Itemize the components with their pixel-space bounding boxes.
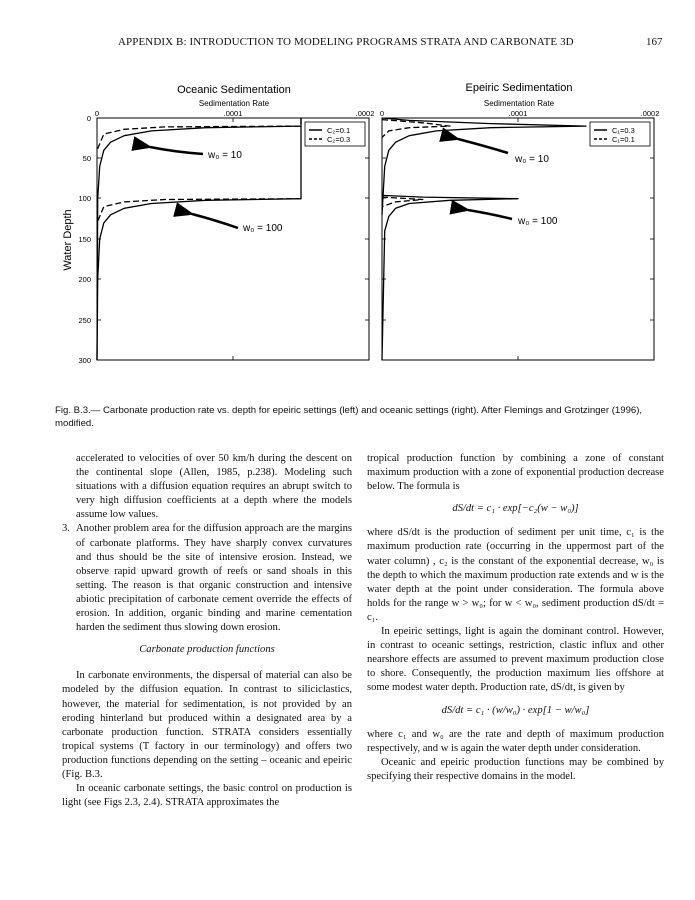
right-series-2 <box>382 195 518 360</box>
section-subheading: Carbonate production functions <box>139 644 275 656</box>
left-column <box>62 452 352 810</box>
left-paragraph-1: accelerated to velocities of over 50 km/h during the descent on the continental slope (Allen, 1985, p.238). Modeling such situations with a diffusion equation requires an abrupt switch to very high diffusion coefficients at a depth where the models assume low values. <box>76 453 352 521</box>
right-arrow-w10 <box>458 139 508 153</box>
right-panel-title: Epeiric Sedimentation <box>465 82 573 94</box>
right-column <box>367 452 664 784</box>
left-label-w10: w₀ = 10 <box>208 150 242 161</box>
left-series-2 <box>97 126 301 360</box>
right-xtick-2: .0002 <box>640 109 660 118</box>
annotation-arrows <box>150 139 512 228</box>
left-legend-label-1: C₂=0.1 <box>327 126 351 135</box>
y-axis-label: Water Depth <box>62 209 74 271</box>
numbered-item-3 <box>62 522 352 635</box>
item-number: 3. <box>62 523 70 535</box>
left-arrow-w10 <box>150 147 203 154</box>
ytick-300: 300 <box>78 356 91 365</box>
left-paragraph-2: In carbonate environments, the dispersal of material can also be modeled by the diffusion equation. In contrast to siliciclastics, however, the material for sedimentation, is not provided by an eroding hinterland but produced within a designated area by a carbonate production function. STRATA considers essentially tropical systems (T factory in our terminology) and offers two production functions depending on the setting – oceanic and epeiric (Fig. B.3. <box>62 670 352 780</box>
left-xtick-0: 0 <box>94 109 100 118</box>
tick-marks <box>97 118 654 360</box>
left-series-1 <box>97 118 301 150</box>
right-paragraph-1: tropical production function by combining a zone of constant maximum production with a zone of exponential production decrease below. The formula is <box>367 453 664 493</box>
right-paragraph-5: Oceanic and epeiric production functions may be combined by specifying their respective domains in the model. <box>367 756 664 782</box>
page-number: 167 <box>646 36 663 48</box>
left-xtick-1: .0001 <box>223 109 243 118</box>
left-series-3 <box>97 199 301 223</box>
right-series-0 <box>382 118 586 215</box>
right-legend-label-1: C₁=0.3 <box>612 126 635 135</box>
right-paragraph-2: where dS/dt is the production of sediment per unit time, c₁ is the maximum production rate (occurring in the uppermost part of the water column) , c₂ is the constant of the exponential decrease, w₀ is the depth to which the maximum production rate extends and w is the water depth at the point under consideration. The formula above holds for the range w > w₀; for w < w₀, sediment production dS/dt = c₁. <box>367 527 664 623</box>
right-label-w10: w₀ = 10 <box>515 154 549 165</box>
equation-oceanic: dS/dt = c₁ · exp[−c₂(w − w₀)] <box>452 503 579 515</box>
left-label-w100: w₀ = 100 <box>243 223 283 234</box>
left-legend <box>305 122 365 146</box>
ytick-100: 100 <box>78 194 91 203</box>
right-label-w100: w₀ = 100 <box>518 216 558 227</box>
right-panel-subtitle: Sedimentation Rate <box>483 99 555 108</box>
ytick-50: 50 <box>82 154 91 163</box>
right-paragraph-3: In epeiric settings, light is again the dominant control. However, in contrast to oceanic settings, restriction, clastic influx and other nearshore effects are assumed to prevent maximum production close to shore. Consequently, the production maximum lies offshore at some modest water depth. Production rate, dS/dt, is given by <box>367 626 664 694</box>
right-legend <box>590 122 650 146</box>
left-arrow-w100 <box>192 214 238 228</box>
ytick-0: 0 <box>86 114 91 123</box>
right-xtick-1: .0001 <box>508 109 528 118</box>
item-text: Another problem area for the diffusion approach are the margins of carbonate platforms. They have sharply convex curvatures and thus should be the site of intensive erosion. Instead, we observe rapid upward growth of reefs or sand shoals in this setting. The reason is that organic construction and intensive abiotic precipitation of carbonate cement override the effects of erosion. In addition, organic binding and marine cementation harden the sediment thus slowing down erosion. <box>76 523 352 634</box>
left-paragraph-3: In oceanic carbonate settings, the basic control on production is light (see Figs 2.3, 2.4). STRATA approximates the <box>62 783 352 809</box>
left-panel-title: Oceanic Sedimentation <box>177 84 291 96</box>
right-xtick-0: 0 <box>379 109 385 118</box>
right-paragraph-4: where c₁ and w₀ are the rate and depth of maximum production respectively, and w is again the water depth under consideration. <box>367 728 664 754</box>
right-curves <box>382 118 586 360</box>
right-arrow-w100 <box>468 210 512 219</box>
ytick-250: 250 <box>78 316 91 325</box>
left-xtick-2: .0002 <box>355 109 375 118</box>
figure-b3 <box>0 68 695 368</box>
ytick-150: 150 <box>78 235 91 244</box>
equation-epeiric: dS/dt = c₁ · (w/w₀) · exp[1 − w/w₀] <box>441 704 590 716</box>
figure-caption: Fig. B.3.— Carbonate production rate vs. depth for epeiric settings (left) and oceanic settings (right). After Flemings and Grotzinger (1996), modified. <box>55 405 643 429</box>
right-legend-label-2: C₁=0.1 <box>612 135 635 144</box>
ytick-200: 200 <box>78 275 91 284</box>
left-panel-subtitle: Sedimentation Rate <box>198 99 270 108</box>
running-title: APPENDIX B: INTRODUCTION TO MODELING PROGRAMS STRATA AND CARBONATE 3D <box>118 36 574 48</box>
y-axis <box>78 114 91 365</box>
left-legend-label-2: C₂=0.3 <box>327 135 351 144</box>
